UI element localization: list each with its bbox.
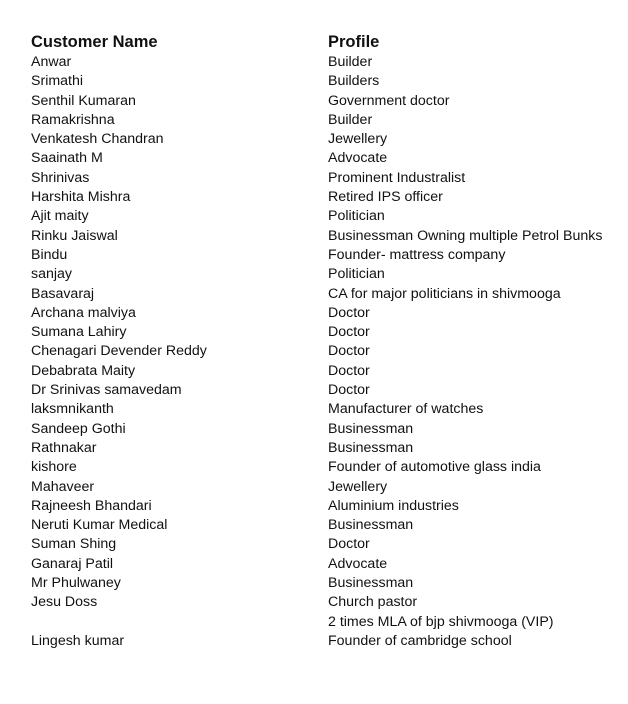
profile-cell: Jewellery: [328, 131, 388, 148]
customer-name-cell: Shrinivas: [31, 169, 90, 186]
customer-name-cell: [28, 613, 325, 632]
customer-name-cell: Dr Srinivas samavedam: [31, 382, 182, 399]
customer-name-cell: Sumana Lahiry: [31, 324, 127, 341]
customer-name-cell: Neruti Kumar Medical: [31, 517, 168, 534]
customer-name-cell: sanjay: [31, 266, 73, 283]
profile-cell: Church pastor: [328, 594, 418, 611]
table-row: [28, 246, 612, 265]
profile-cell: Jewellery: [328, 478, 388, 495]
customer-name-cell: Anwar: [31, 54, 72, 70]
profile-cell: Builders: [328, 73, 380, 90]
customer-name-cell: Bindu: [31, 246, 68, 263]
table-row: [28, 169, 612, 188]
profile-cell: Businessman: [328, 420, 414, 437]
table-row: [28, 574, 612, 593]
table-header-row: [28, 31, 612, 53]
table-row: [28, 478, 612, 497]
profile-cell: Politician: [328, 208, 385, 225]
profile-cell: Businessman Owning multiple Petrol Bunks: [328, 227, 603, 244]
customer-name-cell: Ganaraj Patil: [31, 555, 114, 572]
table-row: [28, 304, 612, 323]
table-row: [28, 265, 612, 284]
profile-cell: Government doctor: [328, 92, 450, 109]
customer-profile-table: [28, 31, 612, 651]
table-row: [28, 593, 612, 612]
profile-cell: Advocate: [328, 150, 388, 167]
profile-cell: Doctor: [328, 304, 370, 321]
profile-cell: Prominent Industralist: [328, 169, 466, 186]
table-row: [28, 207, 612, 226]
profile-cell: Doctor: [328, 343, 370, 360]
table-row: [28, 111, 612, 130]
profile-cell: Doctor: [328, 362, 370, 379]
customer-name-cell: Sandeep Gothi: [31, 420, 126, 437]
table-row: [28, 516, 612, 535]
table-row: [28, 130, 612, 149]
profile-cell: Businessman: [328, 517, 414, 534]
customer-name-cell: Debabrata Maity: [31, 362, 136, 379]
customer-name-cell: Venkatesh Chandran: [31, 131, 164, 148]
customer-name-cell: Lingesh kumar: [31, 632, 125, 649]
table-row: [28, 92, 612, 111]
customer-name-cell: Rajneesh Bhandari: [31, 497, 152, 514]
customer-name-cell: Suman Shing: [31, 536, 117, 553]
customer-name-cell: Harshita Mishra: [31, 189, 131, 206]
table-row: [28, 535, 612, 554]
table-row: [28, 53, 612, 72]
table-row: [28, 362, 612, 381]
customer-name-cell: Mr Phulwaney: [31, 575, 121, 592]
profile-cell: CA for major politicians in shivmooga: [328, 285, 561, 302]
customer-name-cell: Ajit maity: [31, 208, 89, 225]
table-row: [28, 632, 612, 651]
table-row: [28, 458, 612, 477]
column-header-customer-name: Customer Name: [31, 33, 158, 51]
customer-name-cell: kishore: [31, 459, 77, 476]
customer-name-cell: Saainath M: [31, 150, 103, 167]
table-row: [28, 72, 612, 91]
customer-name-cell: Rathnakar: [31, 439, 97, 456]
table-row: [28, 323, 612, 342]
table-row: [28, 400, 612, 419]
table-row: [28, 188, 612, 207]
customer-name-cell: Basavaraj: [31, 285, 95, 302]
customer-name-cell: laksmnikanth: [31, 401, 114, 418]
profile-cell: Aluminium industries: [328, 497, 459, 514]
profile-cell: Advocate: [328, 555, 388, 572]
table-row: [28, 613, 612, 632]
profile-cell: Founder of automotive glass india: [328, 459, 541, 476]
profile-cell: Manufacturer of watches: [328, 401, 484, 418]
profile-cell: Businessman: [328, 575, 414, 592]
customer-name-cell: Chenagari Devender Reddy: [31, 343, 207, 360]
customer-name-cell: Jesu Doss: [31, 594, 98, 611]
table-row: [28, 497, 612, 516]
customer-name-cell: Mahaveer: [31, 478, 95, 495]
profile-cell: Builder: [328, 111, 373, 128]
column-header-profile: Profile: [328, 33, 380, 51]
table-row: [28, 227, 612, 246]
profile-cell: Retired IPS officer: [328, 189, 443, 206]
table-row: [28, 342, 612, 361]
table-row: [28, 555, 612, 574]
table-row: [28, 381, 612, 400]
profile-cell: Founder of cambridge school: [328, 632, 512, 649]
table-row: [28, 285, 612, 304]
customer-name-cell: Archana malviya: [31, 304, 136, 321]
profile-cell: Doctor: [328, 382, 370, 399]
profile-cell: Businessman: [328, 439, 414, 456]
profile-cell: Doctor: [328, 324, 370, 341]
profile-cell: Builder: [328, 54, 373, 70]
profile-cell: Founder- mattress company: [328, 246, 506, 263]
profile-cell: Politician: [328, 266, 385, 283]
customer-name-cell: Srimathi: [31, 73, 84, 90]
table-row: [28, 420, 612, 439]
table-row: [28, 149, 612, 168]
table-row: [28, 439, 612, 458]
table-body: [28, 53, 612, 651]
customer-name-cell: Senthil Kumaran: [31, 92, 136, 109]
customer-name-cell: Ramakrishna: [31, 111, 115, 128]
profile-cell: Doctor: [328, 536, 370, 553]
profile-cell: 2 times MLA of bjp shivmooga (VIP): [328, 613, 554, 630]
customer-name-cell: Rinku Jaiswal: [31, 227, 118, 244]
